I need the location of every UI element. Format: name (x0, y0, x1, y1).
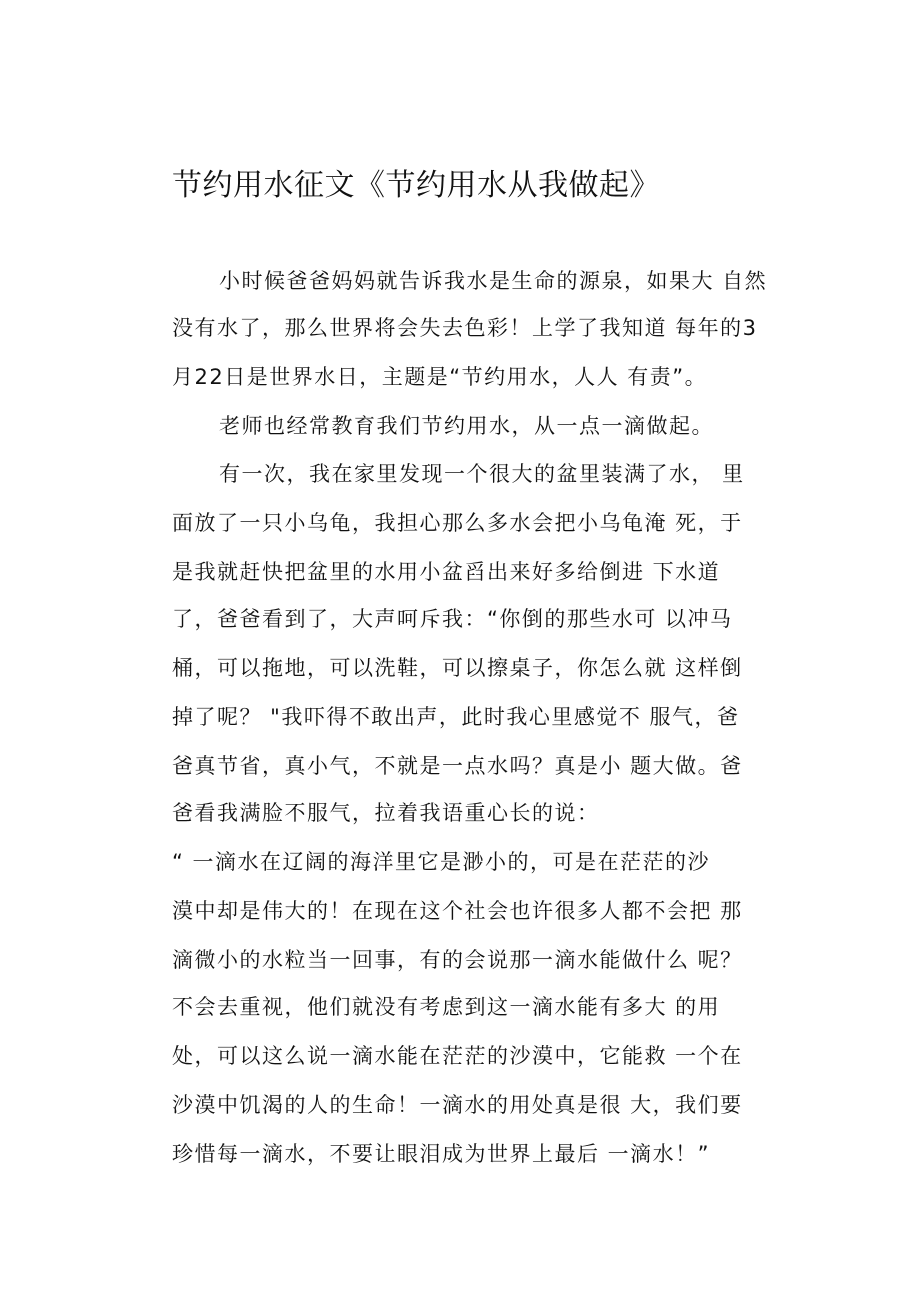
paragraph-line: 爸看我满脸不服气，拉着我语重心长的说： (172, 801, 600, 825)
paragraph-line: 月22日是世界水日，主题是“节约用水，人人 有责”。 (172, 365, 708, 389)
paragraph-line: 珍惜每一滴水，不要让眼泪成为世界上最后 一滴水！” (172, 1142, 711, 1166)
paragraph-line: 老师也经常教育我们节约用水，从一点一滴做起。 (219, 414, 714, 438)
paragraph-line: 是我就赶快把盆里的水用小盆舀出来好多给倒进 下水道 (172, 560, 721, 584)
paragraph-line: “ 一滴水在辽阔的海洋里它是渺小的，可是在茫茫的沙 (172, 850, 711, 874)
paragraph-line: 掉了呢？ "我吓得不敢出声，此时我心里感觉不 服气，爸 (172, 705, 740, 729)
document-title: 节约用水征文《节约用水从我做起》 (172, 168, 660, 203)
paragraph-line: 滴微小的水粒当一回事，有的会说那一滴水能做什么 呢？ (172, 948, 743, 972)
paragraph-line: 漠中却是伟大的！在现在这个社会也许很多人都不会把 那 (172, 899, 743, 923)
paragraph-line: 了，爸爸看到了，大声呵斥我：“你倒的那些水可 以冲马 (172, 607, 733, 631)
paragraph-line: 没有水了，那么世界将会失去色彩！上学了我知道 每年的3 (172, 316, 758, 340)
paragraph-line: 小时候爸爸妈妈就告诉我水是生命的源泉，如果大 自然 (219, 269, 768, 293)
paragraph-line: 处，可以这么说一滴水能在茫茫的沙漠中，它能救 一个在 (172, 1044, 743, 1068)
paragraph-line: 有一次，我在家里发现一个很大的盆里装满了水， 里 (219, 462, 745, 486)
paragraph-line: 不会去重视，他们就没有考虑到这一滴水能有多大 的用 (172, 995, 721, 1019)
paragraph-line: 爸真节省，真小气，不就是一点水吗？真是小 题大做。爸 (172, 754, 743, 778)
paragraph-line: 桶，可以拖地，可以洗鞋，可以擦桌子，你怎么就 这样倒 (172, 656, 743, 680)
paragraph-line: 沙漠中饥渴的人的生命！一滴水的用处真是很 大，我们要 (172, 1093, 743, 1117)
paragraph-line: 面放了一只小乌龟，我担心那么多水会把小乌龟淹 死，于 (172, 511, 743, 535)
